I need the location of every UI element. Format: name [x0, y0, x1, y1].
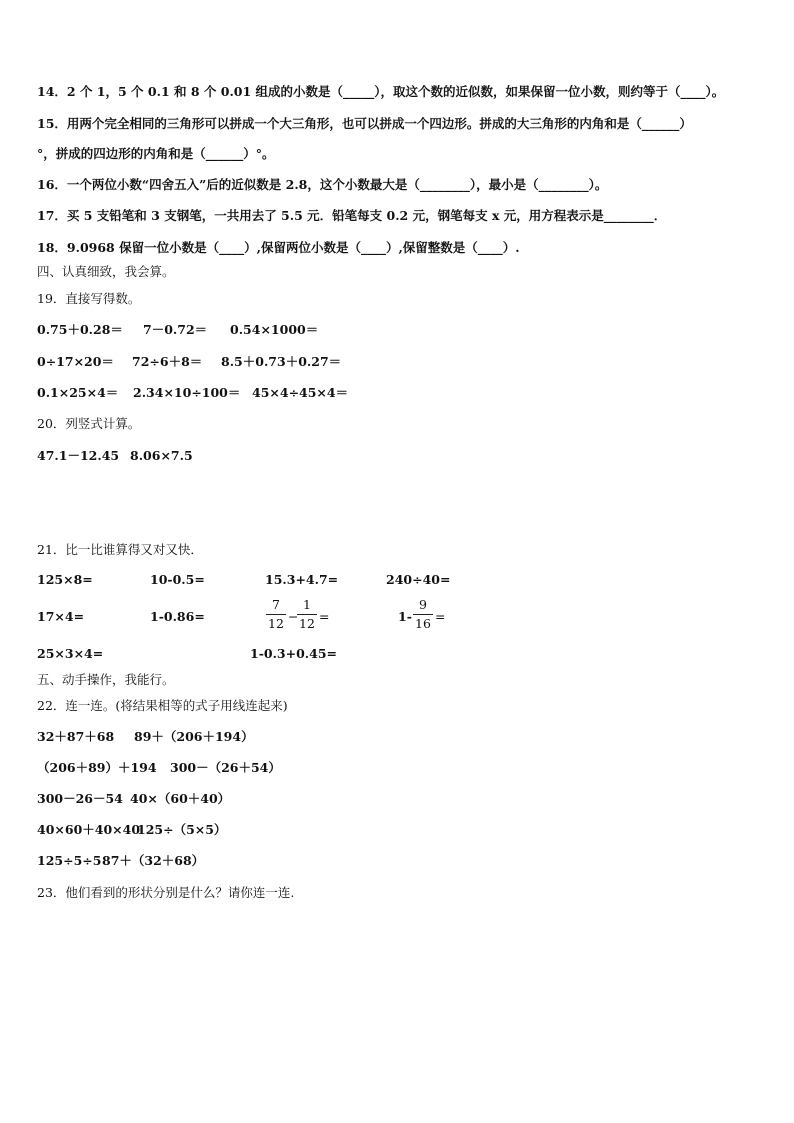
- fraction-denominator: 12: [299, 616, 315, 631]
- question-14: 14．2 个 1，5 个 0.1 和 8 个 0.01 组成的小数是（_____），取这个数的近似数，如果保留一位小数，则约等于（____）。: [37, 84, 725, 99]
- q22-right-5: 87＋（32＋68）: [102, 853, 205, 868]
- q19-r1-c2: 7－0.72＝: [143, 322, 208, 337]
- fraction-denominator: 16: [415, 616, 431, 631]
- section-5-heading: 五、动手操作，我能行。: [37, 672, 175, 687]
- q22-left-5: 125÷5÷5: [37, 853, 102, 868]
- question-15-line1: 15．用两个完全相同的三角形可以拼成一个大三角形，也可以拼成一个四边形。拼成的大三角形的内角和是（______）: [37, 116, 692, 131]
- equals-sign: =: [319, 609, 330, 624]
- fraction-numerator: 7: [272, 597, 280, 612]
- question-18: 18．9.0968 保留一位小数是（____）,保留两位小数是（____）,保留整数是（____）.: [37, 240, 520, 255]
- question-17: 17．买 5 支铅笔和 3 支钢笔，一共用去了 5.5 元．铅笔每支 0.2 元，钢笔每支 x 元，用方程表示是________．: [37, 208, 667, 223]
- fraction-numerator: 1: [303, 597, 311, 612]
- question-20-title: 20．列竖式计算。: [37, 416, 141, 431]
- q19-r1-c1: 0.75＋0.28＝: [37, 322, 123, 337]
- q21-r3-c1: 25×3×4=: [37, 646, 104, 661]
- q22-left-3: 300－26－54: [37, 791, 123, 806]
- fraction-bar: [266, 614, 286, 615]
- q21-r2-c1: 17×4=: [37, 609, 85, 624]
- question-19-title: 19．直接写得数。: [37, 291, 141, 306]
- q22-right-2: 300－（26＋54）: [170, 760, 281, 775]
- q21-r1-c2: 10-0.5=: [150, 572, 205, 587]
- q21-r1-c1: 125×8=: [37, 572, 93, 587]
- question-16: 16．一个两位小数“四舍五入”后的近似数是 2.8，这个小数最大是（________），最小是（________）。: [37, 177, 608, 192]
- fraction-1-12: [297, 597, 317, 632]
- fraction-9-16: [413, 597, 433, 632]
- q19-r1-c3: 0.54×1000＝: [230, 322, 319, 337]
- fraction-denominator: 12: [268, 616, 284, 631]
- q21-r1-c3: 15.3+4.7=: [265, 572, 339, 587]
- q22-left-2: （206＋89）＋194: [37, 760, 157, 775]
- q22-right-4: 125÷（5×5）: [137, 822, 227, 837]
- equals-sign: =: [435, 609, 446, 624]
- q19-r2-c3: 8.5＋0.73＋0.27＝: [221, 354, 342, 369]
- q20-item-1: 47.1－12.45: [37, 448, 120, 463]
- q19-r3-c3: 45×4÷45×4＝: [252, 385, 349, 400]
- fraction-bar: [297, 614, 317, 615]
- minus-sign: −: [288, 609, 299, 624]
- q21-r1-c4: 240÷40=: [386, 572, 451, 587]
- q22-right-1: 89＋（206＋194）: [134, 729, 254, 744]
- q22-left-4: 40×60＋40×40: [37, 822, 141, 837]
- section-4-heading: 四、认真细致，我会算。: [37, 264, 175, 279]
- fraction-7-12: [266, 597, 286, 632]
- q22-right-3: 40×（60＋40）: [130, 791, 231, 806]
- q22-left-1: 32＋87＋68: [37, 729, 115, 744]
- q19-r2-c1: 0÷17×20＝: [37, 354, 114, 369]
- fraction-bar: [413, 614, 433, 615]
- q19-r3-c1: 0.1×25×4＝: [37, 385, 119, 400]
- one-minus: 1-: [398, 609, 412, 624]
- q20-item-2: 8.06×7.5: [130, 448, 193, 463]
- fraction-numerator: 9: [419, 597, 427, 612]
- q19-r2-c2: 72÷6＋8＝: [132, 354, 203, 369]
- question-21-title: 21．比一比谁算得又对又快．: [37, 542, 203, 557]
- question-15-line2: °，拼成的四边形的内角和是（______）°。: [37, 146, 275, 161]
- q21-r2-c2: 1-0.86=: [150, 609, 205, 624]
- question-22-title: 22．连一连。(将结果相等的式子用线连起来): [37, 698, 288, 713]
- q21-r3-c2: 1-0.3+0.45=: [250, 646, 338, 661]
- question-23-title: 23．他们看到的形状分别是什么？请你连一连.: [37, 885, 295, 900]
- q19-r3-c2: 2.34×10÷100＝: [133, 385, 241, 400]
